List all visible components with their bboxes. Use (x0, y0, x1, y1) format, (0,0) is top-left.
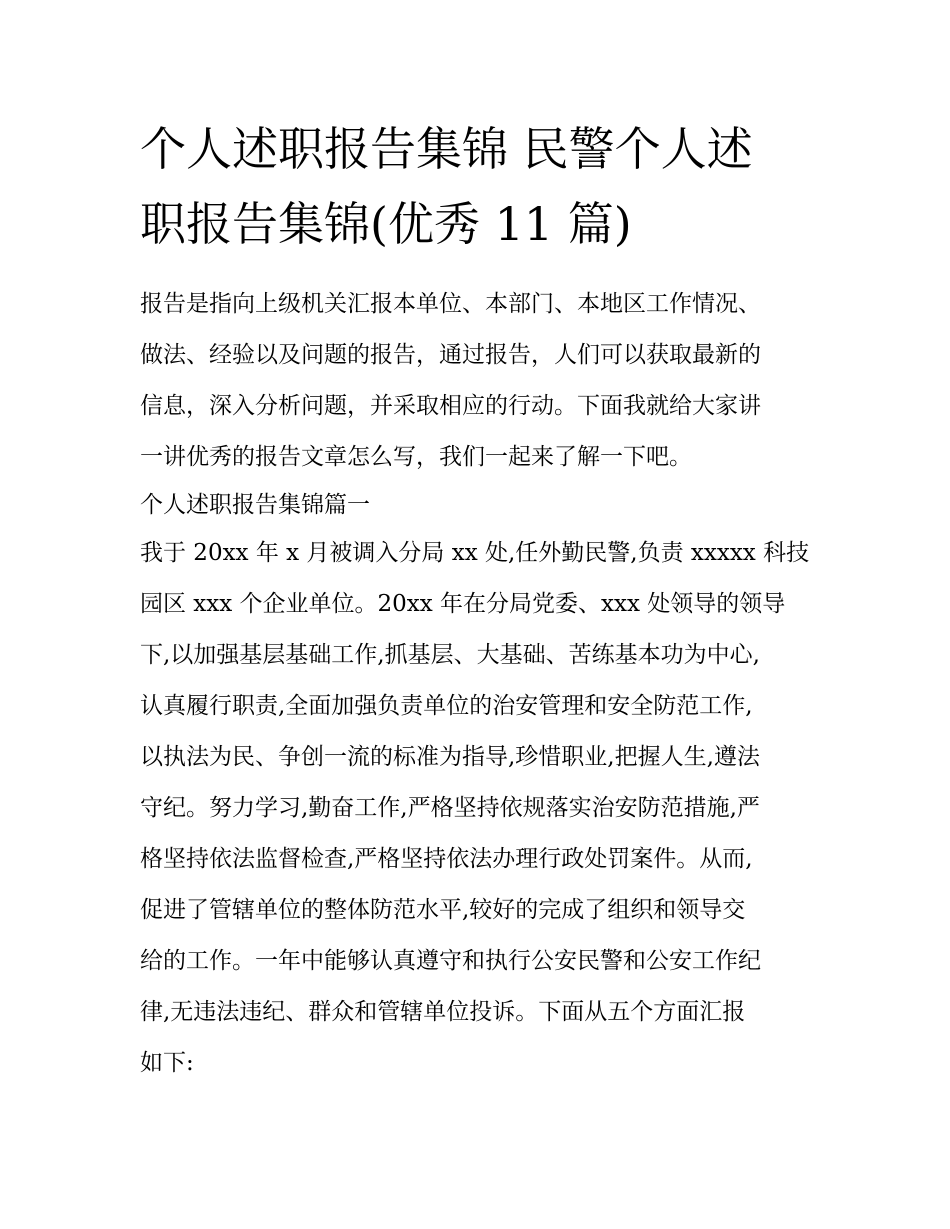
section-line: 促进了管辖单位的整体防范水平,较好的完成了组织和领导交 (140, 897, 746, 923)
intro-line: 信息，深入分析问题，并采取相应的行动。下面我就给大家讲 (140, 393, 761, 419)
section-heading: 个人述职报告集锦篇一 (140, 492, 370, 518)
section-line: 我于 20xx 年 x 月被调入分局 xx 处,任外勤民警,负责 xxxxx 科技 (140, 540, 810, 566)
section-line: 守纪。努力学习,勤奋工作,严格坚持依规落实治安防范措施,严 (140, 795, 760, 821)
section-line: 下,以加强基层基础工作,抓基层、大基础、苦练基本功为中心, (140, 642, 760, 668)
document-title (140, 112, 820, 262)
section-line: 格坚持依法监督检查,严格坚持依法办理行政处罚案件。从而, (140, 846, 753, 872)
section-line: 园区 xxx 个企业单位。20xx 年在分局党委、xxx 处领导的领导 (140, 591, 786, 617)
section-line: 以执法为民、争创一流的标准为指导,珍惜职业,把握人生,遵法 (140, 744, 760, 770)
intro-line: 做法、经验以及问题的报告，通过报告，人们可以获取最新的 (140, 342, 761, 368)
section-line: 如下: (140, 1050, 194, 1076)
document-body (140, 279, 830, 1089)
intro-line: 一讲优秀的报告文章怎么写，我们一起来了解一下吧。 (140, 444, 692, 470)
title-line: 职报告集锦(优秀 11 篇) (140, 197, 632, 251)
title-line: 个人述职报告集锦 民警个人述 (140, 122, 753, 176)
section-line: 给的工作。一年中能够认真遵守和执行公安民警和公安工作纪 (140, 948, 761, 974)
section-line: 认真履行职责,全面加强负责单位的治安管理和安全防范工作, (140, 693, 753, 719)
section-line: 律,无违法违纪、群众和管辖单位投诉。下面从五个方面汇报 (140, 999, 746, 1025)
intro-line: 报告是指向上级机关汇报本单位、本部门、本地区工作情况、 (140, 291, 761, 317)
